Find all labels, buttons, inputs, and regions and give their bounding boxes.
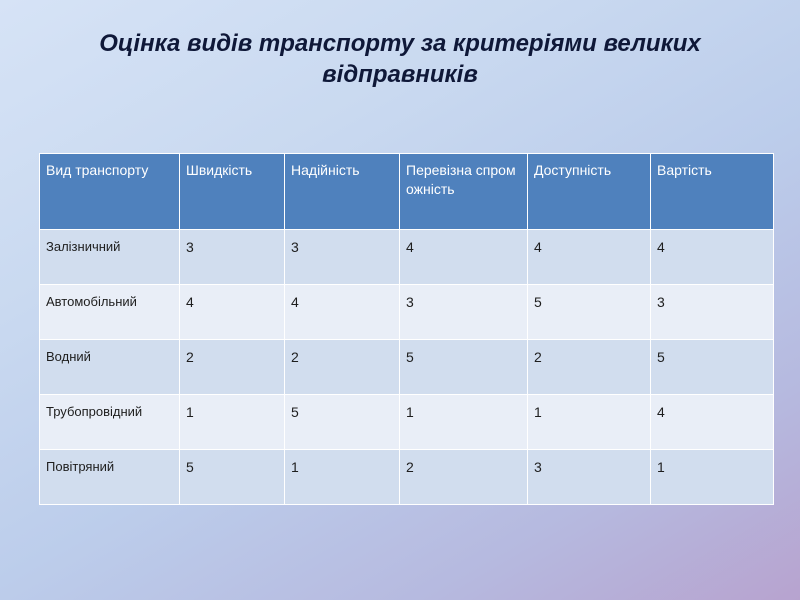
value-cell: 4: [651, 230, 774, 285]
value-cell: 3: [285, 230, 400, 285]
value-cell: 4: [528, 230, 651, 285]
value-cell: 3: [180, 230, 285, 285]
transport-name-cell: Трубопровідний: [40, 395, 180, 450]
value-cell: 3: [400, 285, 528, 340]
value-cell: 4: [285, 285, 400, 340]
table-row: [40, 395, 774, 450]
value-cell: 5: [651, 340, 774, 395]
value-cell: 2: [180, 340, 285, 395]
transport-name-cell: Залізничний: [40, 230, 180, 285]
value-cell: 2: [528, 340, 651, 395]
table-row: [40, 450, 774, 505]
value-cell: 5: [285, 395, 400, 450]
value-cell: 1: [651, 450, 774, 505]
transport-name-cell: Повітряний: [40, 450, 180, 505]
header-capacity: Перевізна спроможність: [400, 154, 528, 230]
value-cell: 3: [528, 450, 651, 505]
table-header-row: [40, 154, 774, 230]
value-cell: 5: [180, 450, 285, 505]
transport-criteria-table: [39, 153, 774, 505]
header-transport-type: Вид транспорту: [40, 154, 180, 230]
header-availability: Доступність: [528, 154, 651, 230]
table-row: [40, 340, 774, 395]
value-cell: 4: [651, 395, 774, 450]
table-row: [40, 230, 774, 285]
value-cell: 4: [180, 285, 285, 340]
slide-title: Оцінка видів транспорту за критеріями великих відправників: [99, 30, 701, 88]
value-cell: 5: [528, 285, 651, 340]
criteria-table-container: [39, 153, 773, 505]
value-cell: 2: [285, 340, 400, 395]
value-cell: 1: [528, 395, 651, 450]
value-cell: 1: [400, 395, 528, 450]
header-speed: Швидкість: [180, 154, 285, 230]
header-reliability: Надійність: [285, 154, 400, 230]
header-cost: Вартість: [651, 154, 774, 230]
transport-name-cell: Автомобільний: [40, 285, 180, 340]
value-cell: 2: [400, 450, 528, 505]
value-cell: 5: [400, 340, 528, 395]
value-cell: 1: [285, 450, 400, 505]
transport-name-cell: Водний: [40, 340, 180, 395]
value-cell: 4: [400, 230, 528, 285]
value-cell: 1: [180, 395, 285, 450]
value-cell: 3: [651, 285, 774, 340]
table-row: [40, 285, 774, 340]
